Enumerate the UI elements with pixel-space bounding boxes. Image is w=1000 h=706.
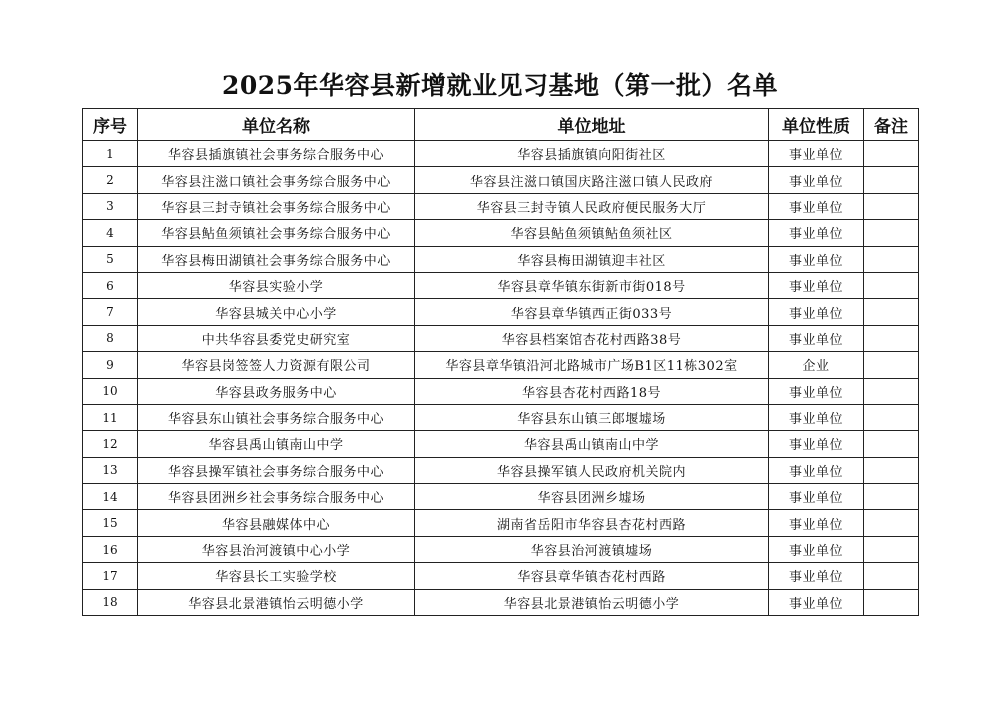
table-row — [83, 563, 919, 589]
cell-unit-address: 华容县杏花村西路18号 — [415, 378, 769, 404]
cell-no: 7 — [83, 299, 138, 325]
cell-no: 15 — [83, 510, 138, 536]
cell-no: 1 — [83, 141, 138, 167]
cell-unit-address: 华容县章华镇东街新市街018号 — [415, 272, 769, 298]
cell-note — [864, 299, 919, 325]
cell-unit-name: 华容县梅田湖镇社会事务综合服务中心 — [138, 246, 415, 272]
cell-unit-address: 华容县注滋口镇国庆路注滋口镇人民政府 — [415, 167, 769, 193]
header-unit-type: 单位性质 — [769, 109, 864, 141]
cell-unit-type: 事业单位 — [769, 536, 864, 562]
cell-note — [864, 167, 919, 193]
cell-note — [864, 272, 919, 298]
cell-unit-type: 事业单位 — [769, 272, 864, 298]
cell-unit-type: 事业单位 — [769, 141, 864, 167]
cell-unit-name: 华容县注滋口镇社会事务综合服务中心 — [138, 167, 415, 193]
cell-note — [864, 404, 919, 430]
cell-unit-name: 华容县插旗镇社会事务综合服务中心 — [138, 141, 415, 167]
cell-unit-address: 华容县章华镇杏花村西路 — [415, 563, 769, 589]
cell-unit-name: 华容县城关中心小学 — [138, 299, 415, 325]
cell-unit-address: 华容县三封寺镇人民政府便民服务大厅 — [415, 193, 769, 219]
header-note: 备注 — [864, 109, 919, 141]
cell-no: 17 — [83, 563, 138, 589]
cell-unit-type: 事业单位 — [769, 325, 864, 351]
cell-unit-name: 华容县岗签签人力资源有限公司 — [138, 352, 415, 378]
cell-note — [864, 510, 919, 536]
cell-unit-address: 华容县梅田湖镇迎丰社区 — [415, 246, 769, 272]
cell-no: 18 — [83, 589, 138, 615]
cell-note — [864, 246, 919, 272]
cell-unit-type: 事业单位 — [769, 404, 864, 430]
cell-unit-type: 事业单位 — [769, 220, 864, 246]
cell-unit-address: 湖南省岳阳市华容县杏花村西路 — [415, 510, 769, 536]
cell-unit-type: 事业单位 — [769, 510, 864, 536]
table-row — [83, 141, 919, 167]
table-row — [83, 510, 919, 536]
cell-unit-name: 华容县长工实验学校 — [138, 563, 415, 589]
table-row — [83, 536, 919, 562]
cell-unit-name: 华容县禹山镇南山中学 — [138, 431, 415, 457]
cell-note — [864, 589, 919, 615]
cell-unit-name: 华容县三封寺镇社会事务综合服务中心 — [138, 193, 415, 219]
header-unit-address: 单位地址 — [415, 109, 769, 141]
cell-unit-name: 华容县东山镇社会事务综合服务中心 — [138, 404, 415, 430]
cell-unit-name: 中共华容县委党史研究室 — [138, 325, 415, 351]
cell-unit-type: 企业 — [769, 352, 864, 378]
cell-unit-address: 华容县章华镇西正街033号 — [415, 299, 769, 325]
cell-unit-address: 华容县操军镇人民政府机关院内 — [415, 457, 769, 483]
base-list-table — [82, 108, 919, 616]
cell-note — [864, 457, 919, 483]
table-body — [83, 141, 919, 616]
cell-unit-address: 华容县北景港镇怡云明德小学 — [415, 589, 769, 615]
cell-unit-name: 华容县操军镇社会事务综合服务中心 — [138, 457, 415, 483]
cell-no: 12 — [83, 431, 138, 457]
document-title: 2025年华容县新增就业见习基地（第一批）名单 — [221, 71, 779, 100]
table-row — [83, 484, 919, 510]
cell-note — [864, 536, 919, 562]
cell-no: 11 — [83, 404, 138, 430]
header-unit-name: 单位名称 — [138, 109, 415, 141]
cell-note — [864, 352, 919, 378]
cell-unit-address: 华容县治河渡镇墟场 — [415, 536, 769, 562]
cell-no: 10 — [83, 378, 138, 404]
cell-no: 2 — [83, 167, 138, 193]
cell-note — [864, 563, 919, 589]
cell-unit-type: 事业单位 — [769, 589, 864, 615]
table-row — [83, 167, 919, 193]
cell-unit-name: 华容县融媒体中心 — [138, 510, 415, 536]
cell-no: 14 — [83, 484, 138, 510]
cell-unit-name: 华容县实验小学 — [138, 272, 415, 298]
cell-unit-type: 事业单位 — [769, 457, 864, 483]
table-row — [83, 589, 919, 615]
cell-unit-address: 华容县东山镇三郎堰墟场 — [415, 404, 769, 430]
cell-note — [864, 141, 919, 167]
cell-unit-address: 华容县章华镇沿河北路城市广场B1区11栋302室 — [415, 352, 769, 378]
cell-note — [864, 484, 919, 510]
cell-note — [864, 378, 919, 404]
cell-unit-address: 华容县插旗镇向阳街社区 — [415, 141, 769, 167]
table-row — [83, 378, 919, 404]
cell-unit-type: 事业单位 — [769, 484, 864, 510]
cell-no: 6 — [83, 272, 138, 298]
cell-unit-type: 事业单位 — [769, 299, 864, 325]
cell-unit-type: 事业单位 — [769, 378, 864, 404]
cell-unit-name: 华容县鲇鱼须镇社会事务综合服务中心 — [138, 220, 415, 246]
cell-unit-type: 事业单位 — [769, 431, 864, 457]
cell-no: 5 — [83, 246, 138, 272]
cell-no: 4 — [83, 220, 138, 246]
cell-no: 9 — [83, 352, 138, 378]
cell-unit-type: 事业单位 — [769, 563, 864, 589]
cell-no: 8 — [83, 325, 138, 351]
cell-unit-name: 华容县北景港镇怡云明德小学 — [138, 589, 415, 615]
table-row — [83, 404, 919, 430]
table-row — [83, 272, 919, 298]
table-row — [83, 352, 919, 378]
table-row — [83, 220, 919, 246]
cell-unit-address: 华容县禹山镇南山中学 — [415, 431, 769, 457]
cell-no: 13 — [83, 457, 138, 483]
table-row — [83, 431, 919, 457]
table-row — [83, 299, 919, 325]
cell-unit-address: 华容县鲇鱼须镇鲇鱼须社区 — [415, 220, 769, 246]
cell-unit-type: 事业单位 — [769, 167, 864, 193]
table-row — [83, 325, 919, 351]
table-row — [83, 193, 919, 219]
cell-note — [864, 220, 919, 246]
cell-unit-address: 华容县团洲乡墟场 — [415, 484, 769, 510]
cell-note — [864, 325, 919, 351]
cell-note — [864, 193, 919, 219]
table-row — [83, 246, 919, 272]
cell-unit-type: 事业单位 — [769, 193, 864, 219]
cell-unit-name: 华容县治河渡镇中心小学 — [138, 536, 415, 562]
header-no: 序号 — [83, 109, 138, 141]
cell-unit-name: 华容县政务服务中心 — [138, 378, 415, 404]
cell-unit-address: 华容县档案馆杏花村西路38号 — [415, 325, 769, 351]
cell-unit-type: 事业单位 — [769, 246, 864, 272]
table-row — [83, 457, 919, 483]
cell-unit-name: 华容县团洲乡社会事务综合服务中心 — [138, 484, 415, 510]
cell-note — [864, 431, 919, 457]
cell-no: 3 — [83, 193, 138, 219]
cell-no: 16 — [83, 536, 138, 562]
table-header-row — [83, 109, 919, 141]
